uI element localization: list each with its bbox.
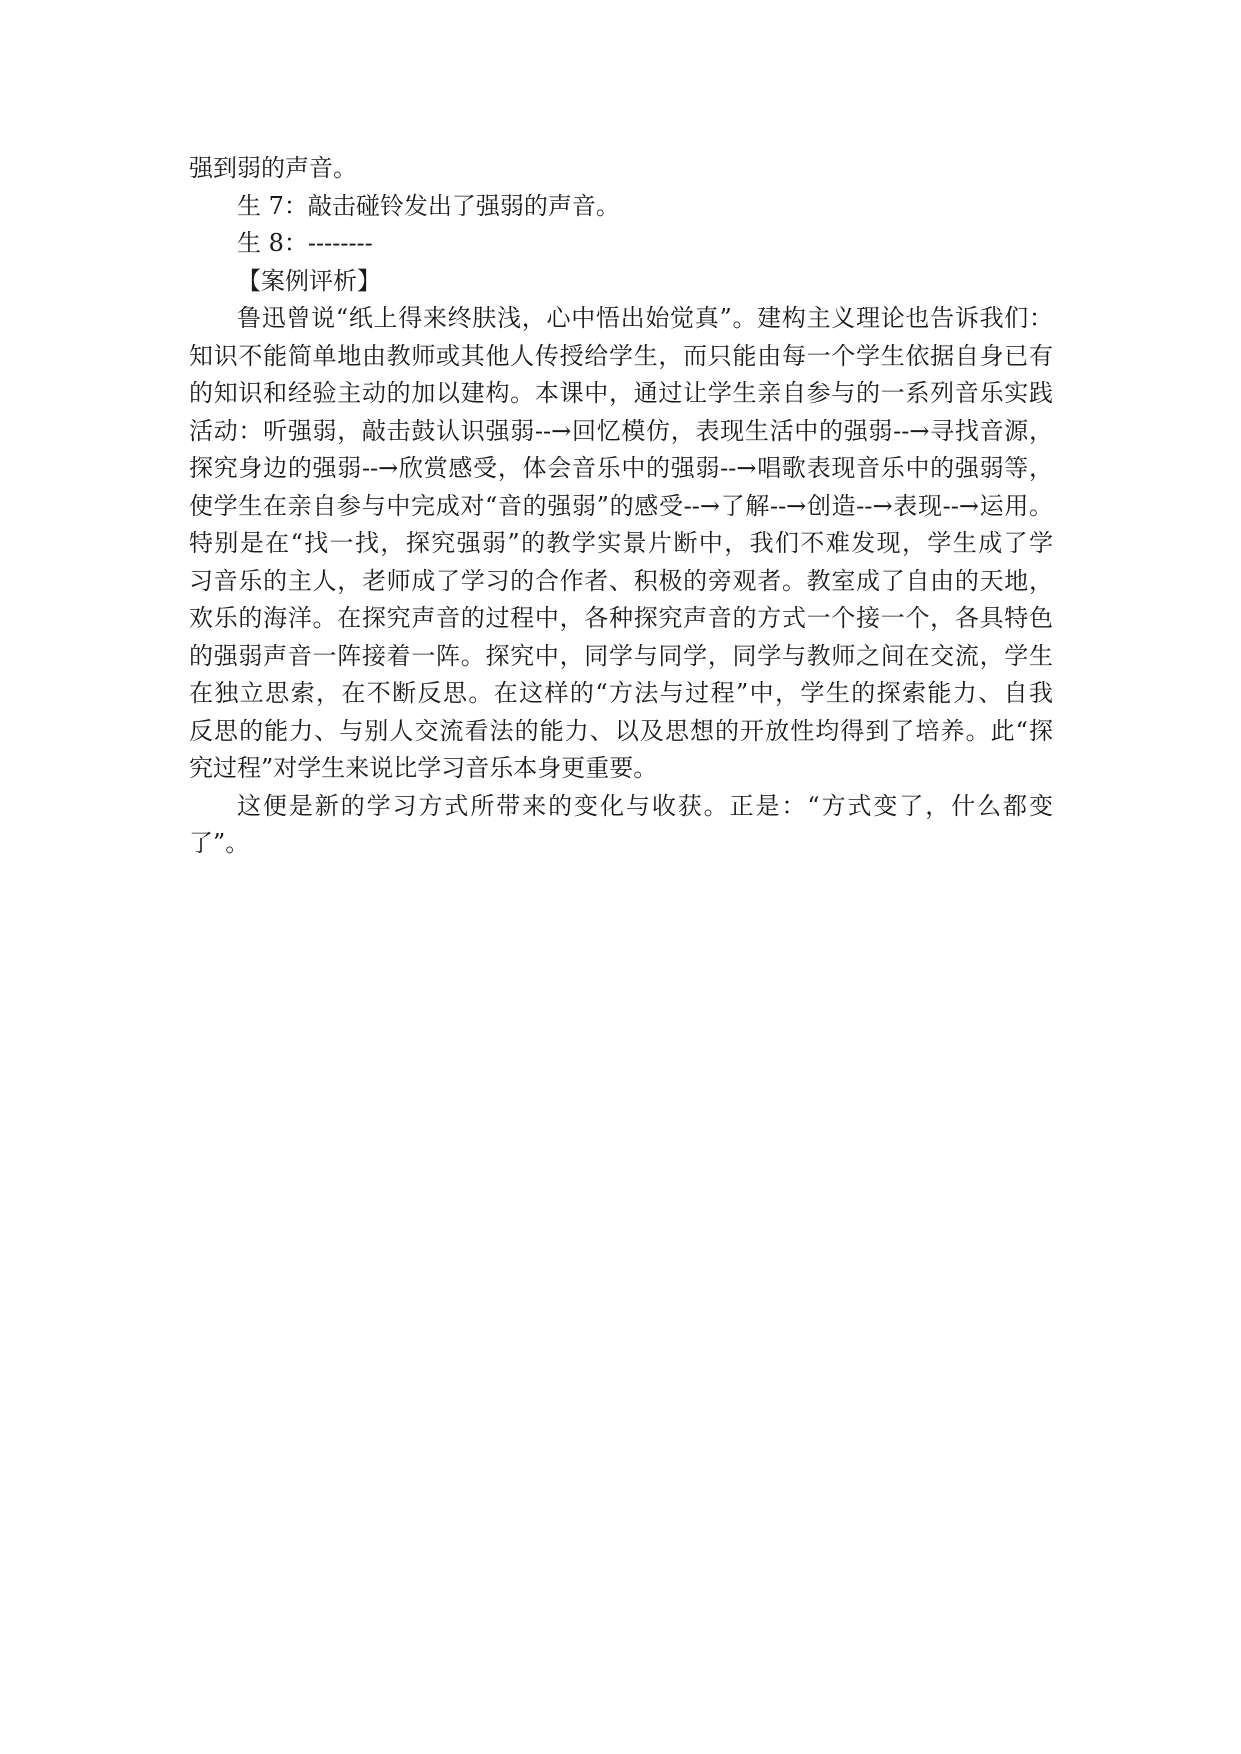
text-line: 强到弱的声音。 bbox=[189, 154, 357, 182]
text-line: 活动：听强弱，敲击鼓认识强弱--→回忆模仿，表现生活中的强弱--→寻找音源， bbox=[189, 416, 1053, 445]
text-line: 探究身边的强弱--→欣赏感受，体会音乐中的强弱--→唱歌表现音乐中的强弱等， bbox=[189, 454, 1053, 482]
text-line: 究过程”对学生来说比学习音乐本身更重要。 bbox=[189, 754, 658, 782]
text-line: 的强弱声音一阵接着一阵。探究中，同学与同学，同学与教师之间在交流，学生 bbox=[189, 641, 1053, 670]
text-line: 欢乐的海洋。在探究声音的过程中，各种探究声音的方式一个接一个，各具特色 bbox=[189, 604, 1053, 632]
text-line: 使学生在亲自参与中完成对“音的强弱”的感受--→了解--→创造--→表现--→运用。 bbox=[189, 491, 1053, 520]
text-line: 这便是新的学习方式所带来的变化与收获。正是：“方式变了，什么都变 bbox=[237, 791, 1053, 820]
text-line: 在独立思索，在不断反思。在这样的“方法与过程”中，学生的探索能力、自我 bbox=[189, 679, 1053, 707]
text-line: 生 7：敲击碰铃发出了强弱的声音。 bbox=[237, 191, 620, 220]
text-line: 特别是在“找一找，探究强弱”的教学实景片断中，我们不难发现，学生成了学 bbox=[189, 529, 1053, 557]
text-line: 鲁迅曾说“纸上得来终肤浅，心中悟出始觉真”。建构主义理论也告诉我们： bbox=[237, 304, 1053, 332]
text-line: 生 8：-------- bbox=[237, 229, 373, 257]
section-heading: 【案例评析】 bbox=[237, 266, 381, 295]
text-line: 了”。 bbox=[189, 829, 250, 857]
text-line: 反思的能力、与别人交流看法的能力、以及思想的开放性均得到了培养。此“探 bbox=[189, 716, 1053, 745]
text-line: 知识不能简单地由教师或其他人传授给学生，而只能由每一个学生依据自身已有 bbox=[189, 341, 1053, 370]
text-line: 习音乐的主人，老师成了学习的合作者、积极的旁观者。教室成了自由的天地， bbox=[189, 566, 1053, 595]
text-line: 的知识和经验主动的加以建构。本课中，通过让学生亲自参与的一系列音乐实践 bbox=[189, 379, 1053, 407]
document-body bbox=[189, 150, 1053, 863]
